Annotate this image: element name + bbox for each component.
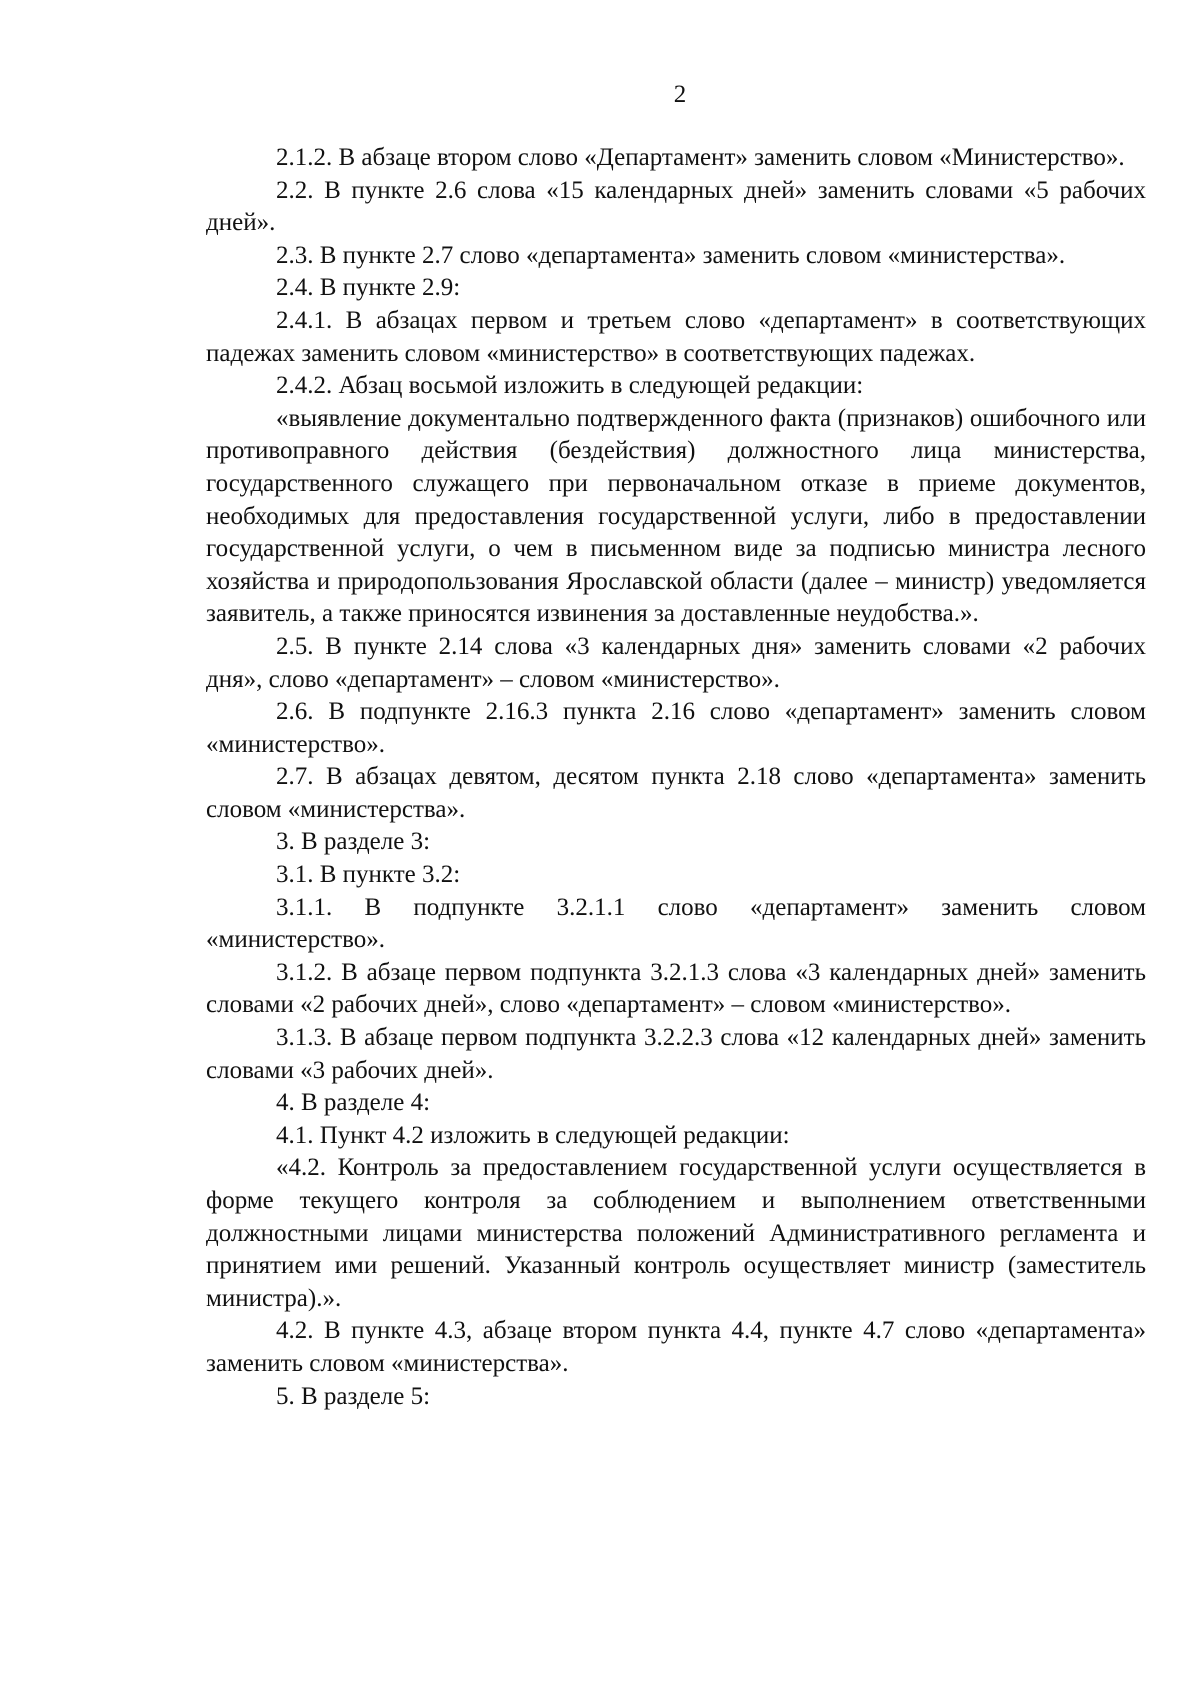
paragraph: 3.1.1. В подпункте 3.2.1.1 слово «департамент» заменить словом «министерство». — [206, 893, 1146, 954]
page-number: 2 — [673, 81, 687, 108]
paragraph: 2.1.2. В абзаце втором слово «Департамент» заменить словом «Министерство». — [276, 144, 1125, 171]
quoted-paragraph: «4.2. Контроль за предоставлением государственной услуги осуществляется в форме текущего контроля за соблюдением и выполнением ответственными должностными лицами министерства положений Административного регламента и принятием ими решений. Указанный контроль осуществляет министр (заместитель министра).». — [206, 1154, 1146, 1312]
paragraph: 3.1. В пункте 3.2: — [276, 861, 461, 889]
paragraph: 3.1.2. В абзаце первом подпункта 3.2.1.3 слова «3 календарных дней» заменить словами «2 рабочих дней», слово «департамент» – словом «министерство». — [206, 958, 1146, 1019]
paragraph: 2.6. В подпункте 2.16.3 пункта 2.16 слово «департамент» заменить словом «министерство». — [206, 698, 1146, 758]
quoted-paragraph: «выявление документально подтвержденного факта (признаков) ошибочного или противоправного действия (бездействия) должностного лица министерства, государственного служащего при первоначальном отказе в приеме документов, необходимых для предоставления государственной услуги, либо в предоставлении государственной услуги, о чем в письменном виде за подписью министра лесного хозяйства и природопользования Ярославской области (далее – министр) уведомляется заявитель, а также приносятся извинения за доставленные неудобства.». — [206, 404, 1146, 628]
paragraph: 2.4.1. В абзацах первом и третьем слово «департамент» в соответствующих падежах заменить словом «министерство» в соответствующих падежах. — [206, 306, 1146, 367]
paragraph: 3.1.3. В абзаце первом подпункта 3.2.2.3 слова «12 календарных дней» заменить словами «3 рабочих дней». — [206, 1024, 1146, 1084]
paragraph: 4.2. В пункте 4.3, абзаце втором пункта 4.4, пункте 4.7 слово «департамента» заменить словом «министерства». — [206, 1317, 1146, 1377]
paragraph: 4.1. Пункт 4.2 изложить в следующей редакции: — [276, 1121, 790, 1149]
section-heading: 5. В разделе 5: — [276, 1382, 431, 1410]
paragraph: 2.3. В пункте 2.7 слово «департамента» заменить словом «министерства». — [276, 241, 1066, 269]
paragraph: 2.2. В пункте 2.6 слова «15 календарных дней» заменить словами «5 рабочих дней». — [206, 176, 1146, 237]
section-heading: 3. В разделе 3: — [276, 828, 431, 856]
paragraph: 2.4. В пункте 2.9: — [276, 274, 461, 302]
section-heading: 4. В разделе 4: — [276, 1089, 431, 1117]
paragraph: 2.5. В пункте 2.14 слова «3 календарных дня» заменить словами «2 рабочих дня», слово «департамент» – словом «министерство». — [206, 632, 1146, 693]
paragraph: 2.7. В абзацах девятом, десятом пункта 2.18 слово «департамента» заменить словом «министерства». — [206, 763, 1146, 823]
paragraph: 2.4.2. Абзац восьмой изложить в следующей редакции: — [276, 372, 864, 400]
document-body — [206, 142, 1146, 1413]
